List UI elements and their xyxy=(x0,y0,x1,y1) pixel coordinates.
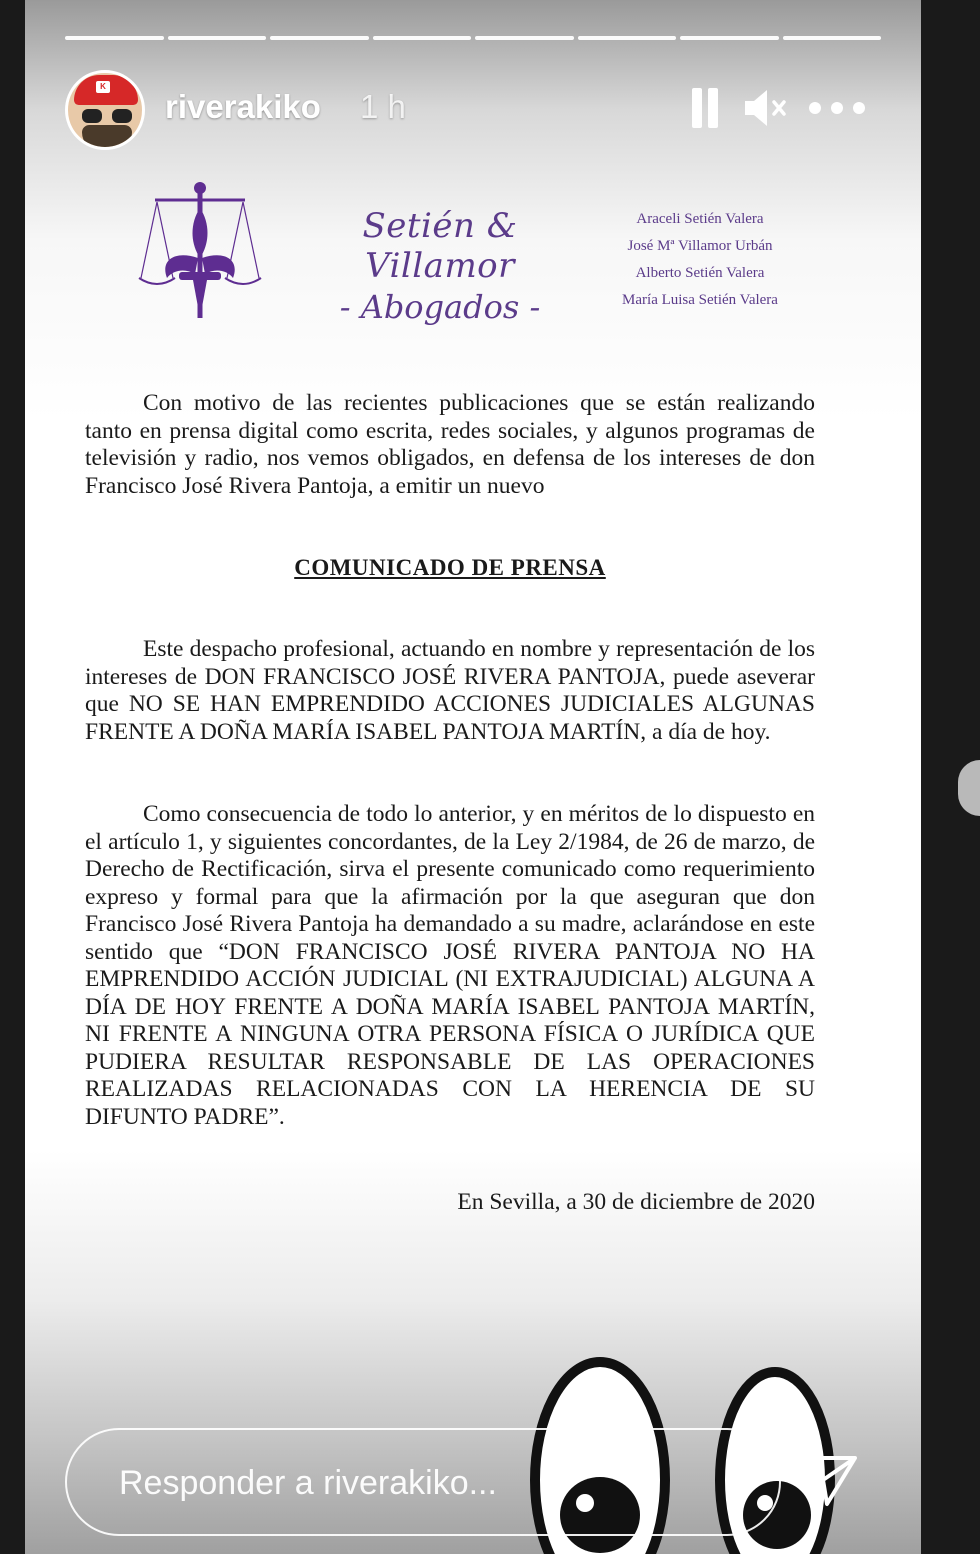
post-time: 1 h xyxy=(360,88,406,125)
progress-segment xyxy=(373,36,472,40)
progress-segment xyxy=(680,36,779,40)
progress-segment xyxy=(475,36,574,40)
document-heading: COMUNICADO DE PRENSA xyxy=(294,555,606,580)
pause-icon xyxy=(692,88,702,128)
pause-button[interactable] xyxy=(690,88,720,128)
story-progress-bar xyxy=(65,36,881,40)
avatar-cap-badge: K xyxy=(96,81,110,93)
firm-logo-text xyxy=(285,206,595,326)
letterhead xyxy=(85,170,815,340)
partners-list xyxy=(600,206,800,314)
partner-name: Alberto Setién Valera xyxy=(635,265,765,281)
partner-name: Araceli Setién Valera xyxy=(636,211,764,227)
more-options-button[interactable] xyxy=(807,88,867,128)
firm-subtitle: - Abogados - xyxy=(339,288,541,326)
next-story-button[interactable] xyxy=(958,760,980,816)
progress-segment xyxy=(578,36,677,40)
send-icon[interactable] xyxy=(797,1448,861,1512)
signoff-date: En Sevilla, a 30 de diciembre de 2020 xyxy=(457,1189,815,1215)
progress-segment xyxy=(168,36,267,40)
partner-name: José Mª Villamor Urbán xyxy=(627,238,773,254)
partner-name: María Luisa Setién Valera xyxy=(622,292,778,308)
progress-segment xyxy=(65,36,164,40)
avatar-glasses xyxy=(82,109,132,123)
press-release-document xyxy=(85,170,815,1216)
progress-segment xyxy=(270,36,369,40)
progress-segment-current xyxy=(783,36,882,40)
intro-paragraph: Con motivo de las recientes publicaciones que se están realizando tanto en prensa digital como escrita, redes sociales, y algunos programas de televisión y radio, nos vemos obligados, en defensa de los intereses de don Francisco José Rivera Pantoja, a emitir un nuevo xyxy=(85,390,815,499)
speaker-muted-icon xyxy=(743,88,793,128)
scales-of-justice-icon xyxy=(135,178,265,326)
username-link[interactable]: riverakiko xyxy=(165,88,321,125)
avatar[interactable] xyxy=(65,70,145,150)
statement-paragraph: Este despacho profesional, actuando en nombre y representación de los intereses de DON FRANCISCO JOSÉ RIVERA PANTOJA, puede aseverar que NO SE HAN EMPRENDIDO ACCIONES JUDICIALES ALGUNAS FRENTE A DOÑA MARÍA ISABEL PANTOJA MARTÍN, a día de hoy. xyxy=(85,636,815,745)
story-viewer xyxy=(25,0,921,1554)
story-header xyxy=(65,70,881,154)
reply-input[interactable] xyxy=(117,1430,721,1536)
avatar-beard xyxy=(82,125,132,150)
more-icon xyxy=(809,102,821,114)
rectification-paragraph: Como consecuencia de todo lo anterior, y en méritos de lo dispuesto en el artículo 1, y siguientes concordantes, de la Ley 2/1984, de 26 de marzo, de Derecho de Rectificación, sirva el presente comunicado como requerimiento expreso y formal para que la afirmación por la que aseguran que don Francisco José Rivera Pantoja ha demandado a su madre, aclarándose en este sentido que “DON FRANCISCO JOSÉ RIVERA PANTOJA NO HA EMPRENDIDO ACCIÓN JUDICIAL (NI EXTRAJUDICIAL) ALGUNA A DÍA DE HOY FRENTE A DOÑA MARÍA ISABEL PANTOJA MARTÍN, NI FRENTE A NINGUNA OTRA PERSONA FÍSICA O JURÍDICA QUE PUDIERA RESULTAR RESPONSABLE DE LAS OPERACIONES REALIZADAS RELACIONADAS CON LA HERENCIA DE SU DIFUNTO PADRE”. xyxy=(85,801,815,1130)
reply-box[interactable] xyxy=(65,1428,781,1536)
firm-name: Setién & Villamor xyxy=(362,206,518,286)
mute-button[interactable] xyxy=(743,88,793,128)
